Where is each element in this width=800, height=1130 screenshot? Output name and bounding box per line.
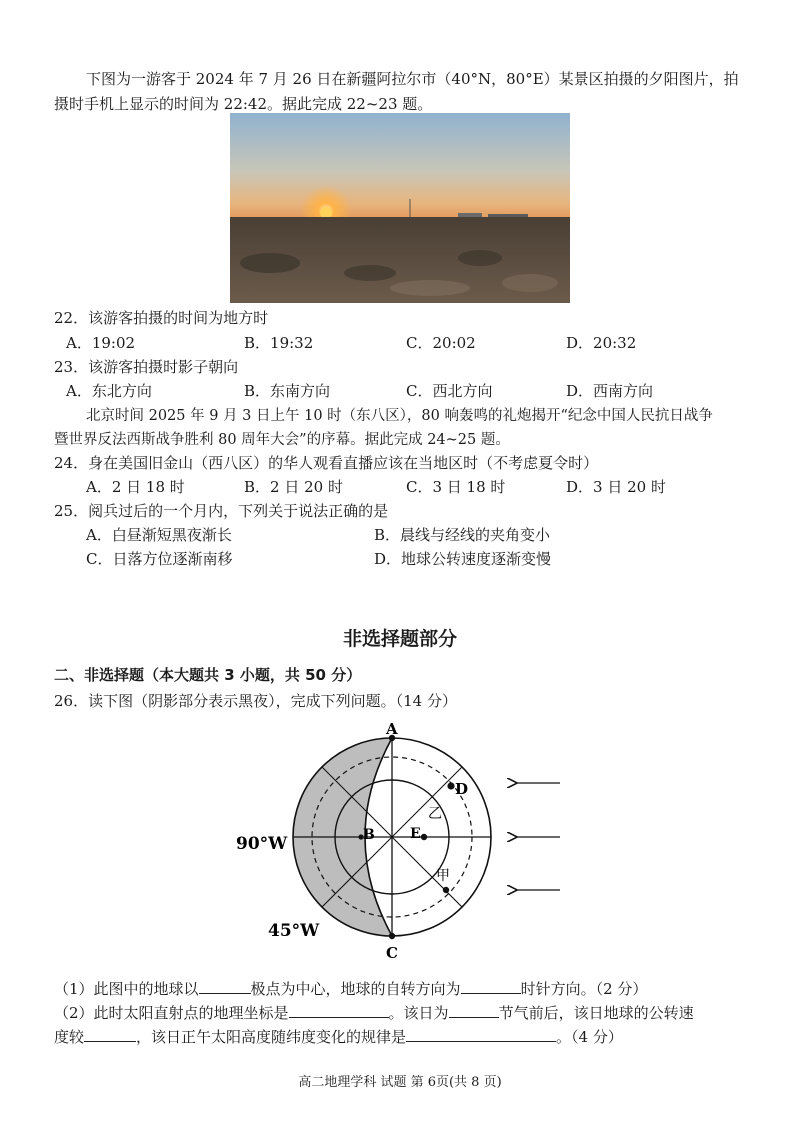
q22-option-d[interactable]: D．20:32 bbox=[566, 334, 637, 352]
q26-sub2-part-a: （2）此时太阳直射点的地理坐标是 bbox=[54, 1004, 289, 1022]
q22-option-c[interactable]: C．20:02 bbox=[406, 334, 476, 352]
label-yi: 乙 bbox=[428, 806, 442, 822]
point-d bbox=[447, 782, 454, 789]
q25-option-b[interactable]: B．晨线与经线的夹角变小 bbox=[374, 526, 551, 544]
q26-sub1-part-c: 时针方向。（2 分） bbox=[520, 980, 648, 998]
label-e: E bbox=[410, 826, 421, 842]
q26-sub1 bbox=[54, 978, 647, 999]
q26-sub2-line2 bbox=[54, 1026, 623, 1047]
answer-blank-pole[interactable] bbox=[199, 979, 251, 994]
intro2-line1: 北京时间 2025 年 9 月 3 日上午 10 时（东八区），80 响轰鸣的礼炮揭开“纪念中国人民抗日战争 bbox=[86, 408, 713, 424]
sunset-photo bbox=[230, 113, 570, 303]
q25-option-d[interactable]: D．地球公转速度逐渐变慢 bbox=[374, 550, 552, 568]
point-e bbox=[421, 834, 427, 840]
answer-blank-rotation[interactable] bbox=[461, 979, 521, 994]
q25-stem: 25．阅兵过后的一个月内，下列关于说法正确的是 bbox=[54, 502, 389, 520]
label-lon-90w: 90°W bbox=[236, 834, 288, 854]
page-footer: 高二地理学科 试题 第 6页(共 8 页) bbox=[298, 1075, 502, 1090]
label-d: D bbox=[455, 780, 469, 798]
label-lon-45w: 45°W bbox=[268, 921, 320, 941]
answer-blank-solar-term[interactable] bbox=[449, 1003, 499, 1018]
intro1-line2: 摄时手机上显示的时间为 22:42。据此完成 22~23 题。 bbox=[54, 95, 433, 113]
q22-stem: 22．该游客拍摄的时间为地方时 bbox=[54, 309, 269, 327]
label-jia: 甲 bbox=[436, 868, 450, 884]
q23-option-d[interactable]: D．西南方向 bbox=[566, 382, 654, 400]
earth-polar-diagram bbox=[0, 718, 800, 978]
label-c: C bbox=[386, 944, 398, 962]
answer-blank-speed[interactable] bbox=[84, 1027, 136, 1042]
label-a: A bbox=[386, 720, 398, 738]
intro2-line2: 暨世界反法西斯战争胜利 80 周年大会”的序幕。据此完成 24~25 题。 bbox=[54, 432, 510, 448]
q26-sub1-part-a: （1）此图中的地球以 bbox=[54, 980, 199, 998]
q22-option-b[interactable]: B．19:32 bbox=[244, 334, 314, 352]
q26-sub2-part-b: 。该日为 bbox=[388, 1004, 449, 1022]
label-b: B bbox=[363, 827, 375, 843]
q23-option-c[interactable]: C．西北方向 bbox=[406, 382, 493, 400]
point-c bbox=[389, 933, 395, 939]
section-heading: 二、非选择题（本大题共 3 小题，共 50 分） bbox=[54, 666, 362, 684]
point-jia bbox=[443, 887, 449, 893]
q24-option-b[interactable]: B．2 日 20 时 bbox=[244, 478, 343, 496]
q23-stem: 23．该游客拍摄时影子朝向 bbox=[54, 358, 239, 376]
q24-stem: 24．身在美国旧金山（西八区）的华人观看直播应该在当地区时（不考虑夏令时） bbox=[54, 454, 599, 472]
q26-sub2-part-c: 节气前后，该日地球的公转速 bbox=[498, 1004, 694, 1022]
q26-sub2-part-e: ，该日正午太阳高度随纬度变化的规律是 bbox=[136, 1028, 407, 1046]
q26-sub2-part-d: 度较 bbox=[54, 1028, 85, 1046]
q25-option-c[interactable]: C．日落方位逐渐南移 bbox=[86, 550, 233, 568]
part-title: 非选择题部分 bbox=[342, 628, 457, 650]
q25-option-a[interactable]: A．白昼渐短黑夜渐长 bbox=[86, 526, 232, 544]
answer-blank-sun-altitude-rule[interactable] bbox=[406, 1027, 556, 1042]
q22-option-a[interactable]: A．19:02 bbox=[66, 334, 136, 352]
q26-sub2-part-f: 。（4 分） bbox=[556, 1028, 623, 1046]
answer-blank-subsolar-point[interactable] bbox=[289, 1003, 389, 1018]
q26-sub1-part-b: 极点为中心，地球的自转方向为 bbox=[250, 980, 461, 998]
q24-option-d[interactable]: D．3 日 20 时 bbox=[566, 478, 666, 496]
intro1-line1: 下图为一游客于 2024 年 7 月 26 日在新疆阿拉尔市（40°N，80°E）某景区拍摄的夕阳图片，拍 bbox=[86, 70, 739, 88]
q23-option-a[interactable]: A．东北方向 bbox=[66, 382, 152, 400]
q24-option-c[interactable]: C．3 日 18 时 bbox=[406, 478, 506, 496]
q24-option-a[interactable]: A．2 日 18 时 bbox=[86, 478, 185, 496]
q26-sub2-line1 bbox=[54, 1002, 694, 1023]
q26-stem: 26．读下图（阴影部分表示黑夜），完成下列问题。（14 分） bbox=[54, 692, 457, 710]
q23-option-b[interactable]: B．东南方向 bbox=[244, 382, 331, 400]
